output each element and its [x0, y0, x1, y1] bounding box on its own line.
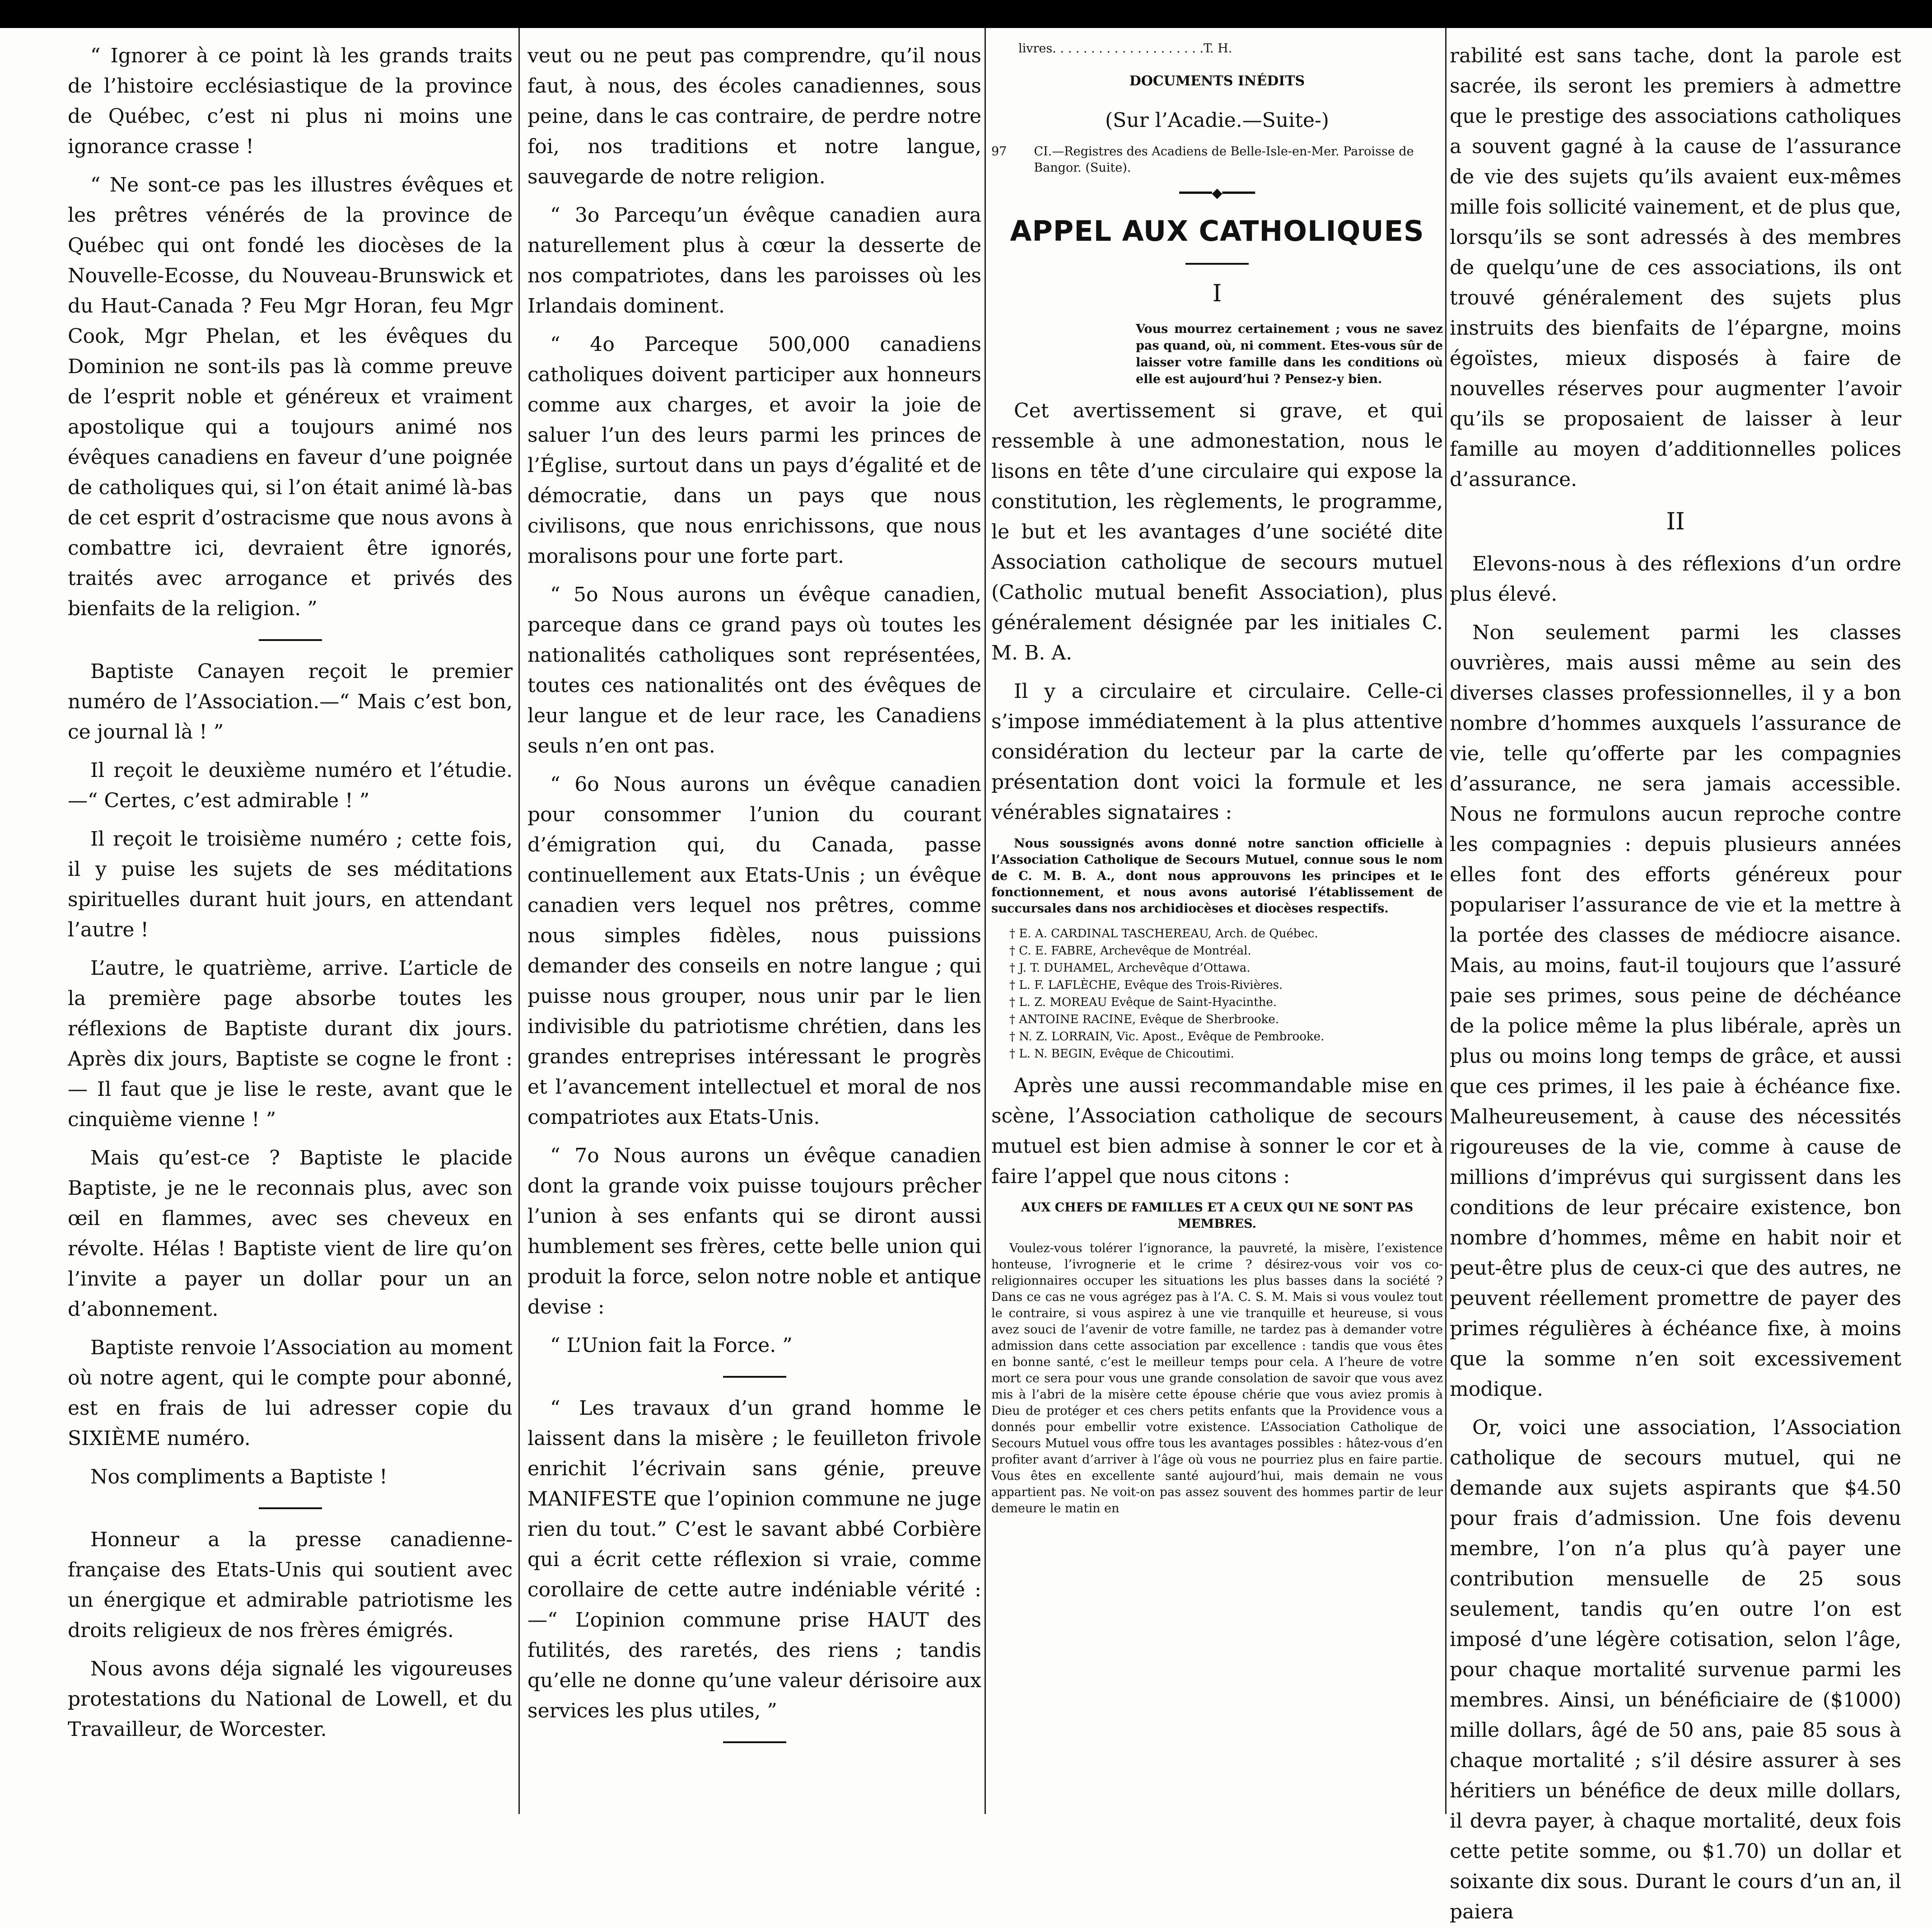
column-4	[1450, 41, 1901, 1923]
article-title: APPEL AUX CATHOLIQUES	[1010, 215, 1424, 248]
paragraph: Nous avons déja signalé les vigoureuses protestations du National de Lowell, et du Travailleur, de Worcester.	[68, 1657, 513, 1741]
signatory: † L. Z. MOREAU Evêque de Saint-Hyacinthe.	[1009, 996, 1277, 1009]
paragraph: Mais qu’est-ce ? Baptiste le placide Baptiste, je ne le reconnais plus, avec son œil en flammes, avec ses cheveux en révolte. Hélas ! Baptiste vient de lire qu’on l’invite a payer un dollar pour un an d’abonnement.	[68, 1146, 513, 1321]
paragraph: Il reçoit le troisième numéro ; cette fois, il y puise les sujets de ses méditations spirituelles durant huit jours, en attendant l’autre !	[68, 828, 513, 941]
paragraph: veut ou ne peut pas comprendre, qu’il nous faut, à nous, des écoles canadiennes, sous peine, dans le cas contraire, de perdre notre foi, nos traditions et notre langue, sauvegarde de notre religion.	[527, 44, 981, 188]
signatory: † ANTOINE RACINE, Evêque de Sherbrooke.	[1009, 1013, 1279, 1026]
paragraph: “ Ne sont-ce pas les illustres évêques et les prêtres vénérés de la province de Québec qui ont fondé les diocèses de la Nouvelle-Ecosse, du Nouveau-Brunswick et du Haut-Canada ? Feu Mgr Horan, feu Mgr Cook, Mgr Phelan, et les évêques du Dominion ne sont-ils pas là comme preuve de l’esprit noble et généreux et vraiment apostolique qui a toujours animé nos évêques canadiens en faveur d’une poignée de catholiques qui, si l’on était animé là-bas de cet esprit d’ostracisme que nous avons à combattre ici, devraient être ignorés, traités avec arrogance et privés des bienfaits de la religion. ”	[68, 173, 513, 620]
paragraph: “ 3o Parcequ’un évêque canadien aura naturellement plus à cœur la desserte de nos compatriotes, dans les paroisses où les Irlandais dominent.	[527, 204, 981, 318]
motto: “ L’Union fait la Force. ”	[550, 1334, 793, 1357]
newspaper-page	[0, 28, 1932, 1923]
signatory: † L. N. BEGIN, Evêque de Chicoutimi.	[1009, 1047, 1234, 1061]
signatory: † N. Z. LORRAIN, Vic. Apost., Evêque de Pembrooke.	[1009, 1030, 1325, 1043]
section-numeral: II	[1666, 508, 1685, 535]
paragraph: rabilité est sans tache, dont la parole est sacrée, ils seront les premiers à admettre que le prestige des associations catholiques a souvent gagné à la cause de l’assurance de vie des sujets qu’ils avaient eux-mêmes mille fois sollicité vainement, et de plus que, lorsqu’ils se sont adressés à des membres de quelqu’une de ces associations, ils ont trouvé généralement des sujets plus instruits des bienfaits de l’épargne, moins égoïstes, mieux disposés à faire de nouvelles réserves pour augmenter l’avoir qu’ils se proposaient de laisser à leur famille au moyen d’additionnelles polices d’assurance.	[1450, 44, 1901, 491]
top-black-bar	[0, 0, 1932, 28]
separator-rule	[259, 1507, 322, 1509]
separator-rule	[1185, 263, 1249, 265]
paragraph: “ 4o Parceque 500,000 canadiens catholiques doivent participer aux honneurs comme aux charges, et avoir la joie de saluer l’un des leurs parmi les princes de l’Église, surtout dans un pays d’égalité et de démocratie, dans un pays que nous civilisons, que nous enrichissons, que nous moralisons pour une forte part.	[527, 333, 981, 568]
sanction-text: Nous soussignés avons donné notre sanction officielle à l’Association Catholique de Secours Mutuel, connue sous le nom de C. M. B. A., dont nous approuvons les principes et le fonctionnement, et nous avons autorisé l’établissement de succursales dans nos archidiocèses et diocèses respectifs.	[991, 837, 1443, 916]
acadie-subheading: (Sur l’Acadie.—Suite-)	[1105, 109, 1329, 132]
column-1	[68, 41, 513, 1837]
section-numeral: I	[1212, 280, 1222, 307]
livres-line: livres. . . . . . . . . . . . . . . . . . . .T. H.	[1018, 42, 1232, 56]
paragraph: Il y a circulaire et circulaire. Celle-ci s’impose immédiatement à la plus attentive considération du lecteur par la carte de présentation dont voici la formule et les vénérables signataires :	[991, 680, 1443, 824]
signatory: † J. T. DUHAMEL, Archevêque d’Ottawa.	[1009, 961, 1251, 975]
paragraph: Il reçoit le deuxième numéro et l’étudie.—“ Certes, c’est admirable ! ”	[68, 759, 513, 812]
paragraph: Baptiste renvoie l’Association au moment où notre agent, qui le compte pour abonné, est en frais de lui adresser copie du SIXIÈME numéro.	[68, 1336, 513, 1450]
separator-rule	[259, 639, 322, 641]
paragraph: Elevons-nous à des réflexions d’un ordre plus élevé.	[1450, 552, 1901, 606]
paragraph: Cet avertissement si grave, et qui ressemble à une admonestation, nous le lisons en tête d’une circulaire qui expose la constitution, les règlements, le programme, le but et les avantages d’une société dite Association catholique de secours mutuel (Catholic mutual benefit Association), plus généralement désignée par les initiales C. M. B. A.	[991, 399, 1443, 664]
appeal-text: Voulez-vous tolérer l’ignorance, la pauvreté, la misère, l’existence honteuse, l’ivrognerie et le crime ? désirez-vous voir vos co-religionnaires occuper les situations les plus basses dans la société ? Dans ce cas ne vous agrégez pas à l’A. C. S. M. Mais si vous voulez tout le contraire, si vous aspirez à une vie tranquille et heureuse, si vous avez souci de l’avenir de votre famille, ne tardez pas à demander votre admission dans cette association par excellence : tandis que vous êtes en bonne santé, c’est le meilleur temps pour cela. A l’heure de votre mort ce sera pour vous une grande consolation de savoir que vous avez mis à l’abri de la misère cette épouse chérie que vous aviez promis à Dieu de protéger et ces chers petits enfants que la Providence vous a donnés pour embellir votre existence. L’Association Catholique de Secours Mutuel vous offre tous les avantages possibles : hâtez-vous d’en profiter avant d’arriver à l’âge où vous ne pourriez plus en faire partie. Vous êtes en excellente santé aujourd’hui, mais demain ne vous appartient pas. Ne voit-on pas assez souvent des hommes partir de leur demeure le matin en	[991, 1241, 1443, 1515]
signatory: † E. A. CARDINAL TASCHEREAU, Arch. de Québec.	[1009, 927, 1318, 940]
column-rule	[985, 28, 986, 1814]
column-3	[991, 41, 1443, 1837]
paragraph: “ 6o Nous aurons un évêque canadien pour consommer l’union du courant d’émigration qui, du Canada, passe continuellement aux Etats-Unis ; un évêque canadien vers lequel nos prêtres, comme nous simples fidèles, nous puissions demander des conseils en notre langue ; qui puisse nous grouper, nous unir par le lien indivisible du patriotisme chrétien, dans les grandes entreprises intéressant le progrès et l’avancement intellectuel et moral de nos compatriotes aux Etats-Unis.	[527, 773, 981, 1129]
paragraph: Or, voici une association, l’Association catholique de secours mutuel, qui ne demande aux sujets aspirants que $4.50 pour frais d’admission. Une fois devenu membre, l’on n’a plus qu’à payer une contribution mensuelle de 25 sous seulement, tandis qu’en outre l’on est imposé d’une légère cotisation, selon l’âge, pour chaque mortalité survenue parmi les membres. Ainsi, un bénéficiaire de ($1000) mille dollars, âgé de 50 ans, paie 85 sous à chaque mortalité ; s’il désire assurer à ses héritiers un bénéfice de deux mille dollars, il devra payer, à chaque mortalité, deux fois cette petite somme, ou $1.70) un dollar et soixante dix sous. Durant le cours d’un an, il paiera	[1450, 1416, 1901, 1923]
item-number: 97	[991, 145, 1007, 159]
paragraph: Honneur a la presse canadienne-française des Etats-Unis qui soutient avec un énergique et admirable patriotisme les droits religieux de nos frères émigrés.	[68, 1528, 513, 1642]
documents-heading: DOCUMENTS INÉDITS	[1129, 73, 1305, 89]
epigraph: Vous mourrez certainement ; vous ne savez pas quand, où, ni comment. Etes-vous sûr de laisser votre famille dans les conditions où elle est aujourd’hui ? Pensez-y bien.	[1136, 322, 1443, 386]
signatory: † L. F. LAFLÈCHE, Evêque des Trois-Rivières.	[1009, 978, 1283, 992]
paragraph: Baptiste Canayen reçoit le premier numéro de l’Association.—“ Mais c’est bon, ce journal là ! ”	[68, 660, 513, 744]
separator-rule	[723, 1741, 786, 1743]
column-rule	[1445, 28, 1447, 1814]
paragraph: Nos compliments a Baptiste !	[90, 1465, 387, 1488]
signatory: † C. E. FABRE, Archevêque de Montréal.	[1009, 944, 1251, 958]
separator-rule	[723, 1376, 786, 1378]
column-2	[527, 41, 981, 1837]
paragraph: “ 5o Nous aurons un évêque canadien, parceque dans ce grand pays où toutes les nationalités catholiques sont représentées, toutes ces nationalités ont des évêques de leur langue et de leur race, les Canadiens seuls n’en ont pas.	[527, 583, 981, 758]
paragraph: “ 7o Nous aurons un évêque canadien dont la grande voix puisse toujours prêcher l’union à ses enfants qui se diront aussi humblement ses frères, cette belle union qui produit la force, selon notre noble et antique devise :	[527, 1144, 981, 1319]
paragraph: Après une aussi recommandable mise en scène, l’Association catholique de secours mutuel est bien admise à sonner le cor et à faire l’appel que nous citons :	[991, 1074, 1443, 1188]
paragraph: Non seulement parmi les classes ouvrières, mais aussi même au sein des diverses classes professionnelles, il y a bon nombre d’hommes auxquels l’assurance de vie, telle qu’offerte par les compagnies d’assurance, ne sera jamais accessible. Nous ne formulons aucun reproche contre les compagnies : depuis plusieurs années elles font des efforts généreux pour populariser l’assurance de vie et la mettre à la portée des classes de médiocre aisance. Mais, au moins, faut-il toujours que l’assuré paie ses primes, sous peine de déchéance de la police même la plus libérale, après un plus ou moins long temps de grâce, et aussi que ces primes, il les paie à échéance fixe. Malheureusement, à cause des nécessités rigoureuses de la vie, comme à cause de millions d’imprévus qui surgissent dans les conditions de leur précaire existence, bon nombre d’hommes, même en habit noir et peut-être plus de ceux-ci que des autres, ne peuvent réellement promettre de payer des primes régulières à échéance fixe, à moins que la somme n’en soit excessivement modique.	[1450, 621, 1901, 1401]
paragraph: L’autre, le quatrième, arrive. L’article de la première page absorbe toutes les réflexions de Baptiste durant dix jours. Après dix jours, Baptiste se cogne le front : — Il faut que je lise le reste, avant que le cinquième vienne ! ”	[68, 957, 513, 1131]
paragraph: “ Les travaux d’un grand homme le laissent dans la misère ; le feuilleton frivole enrichit l’écrivain sans génie, preuve MANIFESTE que l’opinion commune ne juge rien du tout.” C’est le savant abbé Corbière qui a écrit cette réflexion si vraie, comme corollaire de cette autre indéniable vérité :—“ L’opinion commune prise HAUT des futilités, des raretés, des riens ; tandis qu’elle ne donne qu’une valeur dérisoire aux services les plus utiles, ”	[527, 1397, 981, 1722]
appeal-heading: AUX CHEFS DE FAMILLES ET A CEUX QUI NE SONT PAS MEMBRES.	[1021, 1201, 1414, 1231]
registry-line: CI.—Registres des Acadiens de Belle-Isle-en-Mer. Paroisse de Bangor. (Suite).	[1034, 145, 1414, 175]
ornament-divider: ━━━━◆━━━━	[1179, 185, 1255, 201]
column-rule	[518, 28, 520, 1814]
paragraph: “ Ignorer à ce point là les grands traits de l’histoire ecclésiastique de la province de Québec, c’est ni plus ni moins une ignorance crasse !	[68, 44, 513, 158]
